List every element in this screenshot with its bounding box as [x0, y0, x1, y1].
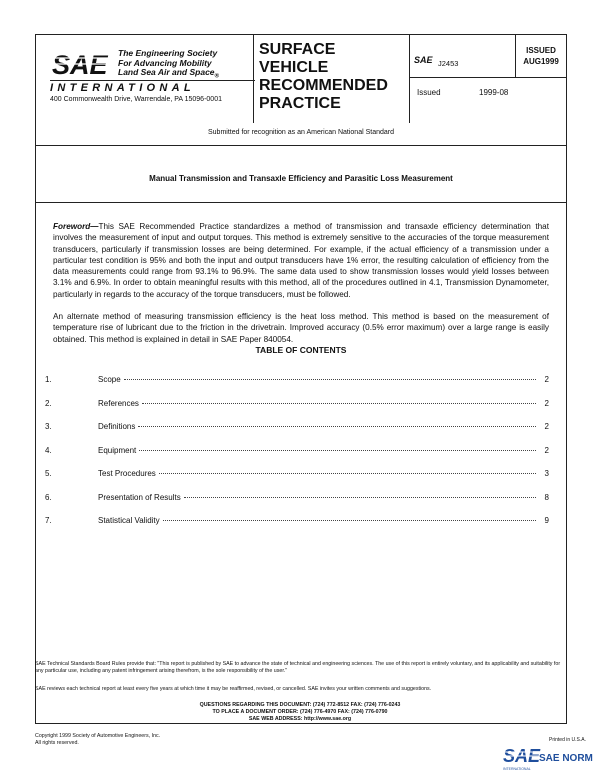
toc-label: Scope	[98, 375, 121, 384]
toc-page: 8	[544, 492, 549, 502]
issued-label: Issued	[417, 88, 441, 97]
toc-label: Equipment	[98, 445, 137, 455]
copyright: Copyright 1999 Society of Automotive Engineers, Inc.	[35, 733, 161, 739]
toc-leader	[139, 450, 536, 451]
toc-title: TABLE OF CONTENTS	[255, 345, 347, 355]
doc-type-line: VEHICLE	[259, 59, 329, 76]
toc-leader	[142, 403, 536, 404]
order-contact: TO PLACE A DOCUMENT ORDER: (724) 776-4970 FAX: (724) 776-0790	[212, 709, 388, 715]
document-frame	[35, 34, 567, 724]
policy-notice: SAE Technical Standards Board Rules provide that: "This report is published by SAE to advance the state of technical and engineering sciences. The use of this report is entirely voluntary, and its applicability and suitability for any particular use, including any patent infringement arising therefrom, is the sole responsibility of the user."	[35, 661, 561, 674]
ansi-submission-note: Submitted for recognition as an American National Standard	[208, 129, 394, 136]
document-header	[36, 35, 566, 146]
toc-leader	[138, 426, 536, 427]
document-title: Manual Transmission and Transaxle Efficiency and Parasitic Loss Measurement	[149, 174, 453, 183]
toc-number: 5.	[45, 469, 52, 478]
divider	[50, 80, 255, 81]
sae-logo-text: SAE	[52, 50, 108, 79]
foreword-section	[53, 221, 549, 356]
toc-leader	[163, 520, 536, 521]
toc-page: 2	[544, 375, 549, 384]
stamp-sub: INTERNATIONAL	[503, 767, 531, 771]
foreword-label: Foreword—	[53, 222, 99, 231]
toc-leader	[159, 473, 536, 474]
document-type	[259, 41, 388, 113]
sae-norm-stamp-icon	[503, 744, 598, 772]
rights-reserved: All rights reserved.	[35, 740, 79, 746]
sae-logo-icon	[52, 49, 112, 79]
toc-item-equipment[interactable]	[45, 446, 549, 470]
toc-number: 3.	[45, 422, 52, 431]
org-line-2: For Advancing Mobility	[118, 57, 212, 68]
org-line-1: The Engineering Society	[118, 48, 218, 58]
org-line-3: Land Sea Air and Space$_®$	[118, 67, 219, 80]
toc-item-definitions[interactable]	[45, 422, 549, 446]
toc-item-statistical-validity[interactable]	[45, 516, 549, 540]
review-notice: SAE reviews each technical report at least every five years at which time it may be reaffirmed, revised, or cancelled. SAE invites your written comments and suggestions.	[35, 686, 432, 692]
toc-number: 2.	[45, 398, 52, 408]
org-address: 400 Commonwealth Drive, Warrendale, PA 15096-0001	[50, 96, 222, 103]
divider	[409, 77, 566, 78]
doc-sae-logo: SAE	[414, 55, 433, 65]
toc-page: 3	[544, 469, 549, 478]
toc-leader	[124, 379, 536, 380]
toc-page: 2	[544, 445, 549, 455]
foreword-paragraph	[53, 221, 549, 300]
toc-item-presentation-of-results[interactable]	[45, 493, 549, 517]
issued-header-line: ISSUED	[526, 46, 556, 55]
toc-item-references[interactable]	[45, 399, 549, 423]
doc-type-line: RECOMMENDED	[259, 77, 388, 94]
foreword-paragraph: An alternate method of measuring transmission efficiency is the heat loss method. This method is based on the measurement of temperature rise of lubricant due to the friction in the drivetrain. Improved accuracy (0.5% error maximum) over a large range is easily obtained. This method is explained in detail in SAE Paper 840054.	[53, 312, 549, 344]
stamp-text: SAE NORM	[539, 753, 593, 764]
toc-label: Presentation of Results	[98, 492, 181, 502]
doc-type-line: PRACTICE	[259, 95, 341, 112]
doc-type-line: SURFACE	[259, 41, 336, 58]
toc-item-test-procedures[interactable]	[45, 469, 549, 493]
divider	[36, 145, 566, 146]
toc-page: 9	[544, 516, 549, 525]
registered-mark: ®	[214, 73, 219, 80]
toc-label: Test Procedures	[98, 469, 156, 478]
toc-number: 4.	[45, 445, 52, 455]
foreword-text: This SAE Recommended Practice standardizes a method of transmission and transaxle efficiency determination that involves the measurement of input and output torques. This method is extremely sensitive to the accuracies of the torque measurement transducers, particularly if transmission losses are being determined. For example, if the actual efficiency of a transmission under a particular test condition is 95% and both the input and output transducers have 1% error, the resulting calculation of efficiency from the data measurements could range from 93.1% to 96.9%. The same data used to show transmission losses would yield losses between 3.1% and 6.9%. In order to obtain meaningful results with this method, all of the procedures outlined in 4.1, Transmission Dynamometer, particularly in regards to the accuracy of the torque transducers, must be followed.	[53, 222, 549, 299]
divider	[36, 202, 566, 203]
toc-page: 2	[544, 422, 549, 431]
questions-contact: QUESTIONS REGARDING THIS DOCUMENT: (724) 772-8512 FAX: (724) 776-0243	[199, 702, 401, 708]
toc-label: Definitions	[98, 422, 136, 431]
stamp-logo: SAE	[503, 746, 541, 766]
divider	[409, 35, 410, 123]
toc-number: 1.	[45, 375, 52, 384]
international-label: INTERNATIONAL	[50, 82, 195, 94]
toc-number: 7.	[45, 516, 52, 525]
toc-label: Statistical Validity	[98, 516, 160, 525]
issued-date: 1999-08	[479, 88, 509, 97]
issued-header-line: AUG1999	[523, 57, 559, 66]
document-number: J2453	[438, 59, 459, 68]
toc-number: 6.	[45, 492, 52, 502]
divider	[253, 35, 254, 123]
table-of-contents	[45, 375, 549, 540]
toc-label: References	[98, 398, 139, 408]
org-tagline	[118, 49, 219, 82]
toc-leader	[184, 497, 536, 498]
toc-page: 2	[544, 398, 549, 408]
printed-in: Printed in U.S.A.	[549, 737, 586, 743]
issued-header	[516, 45, 566, 67]
toc-item-scope[interactable]	[45, 375, 549, 399]
web-address: SAE WEB ADDRESS: http://www.sae.org	[248, 716, 352, 722]
